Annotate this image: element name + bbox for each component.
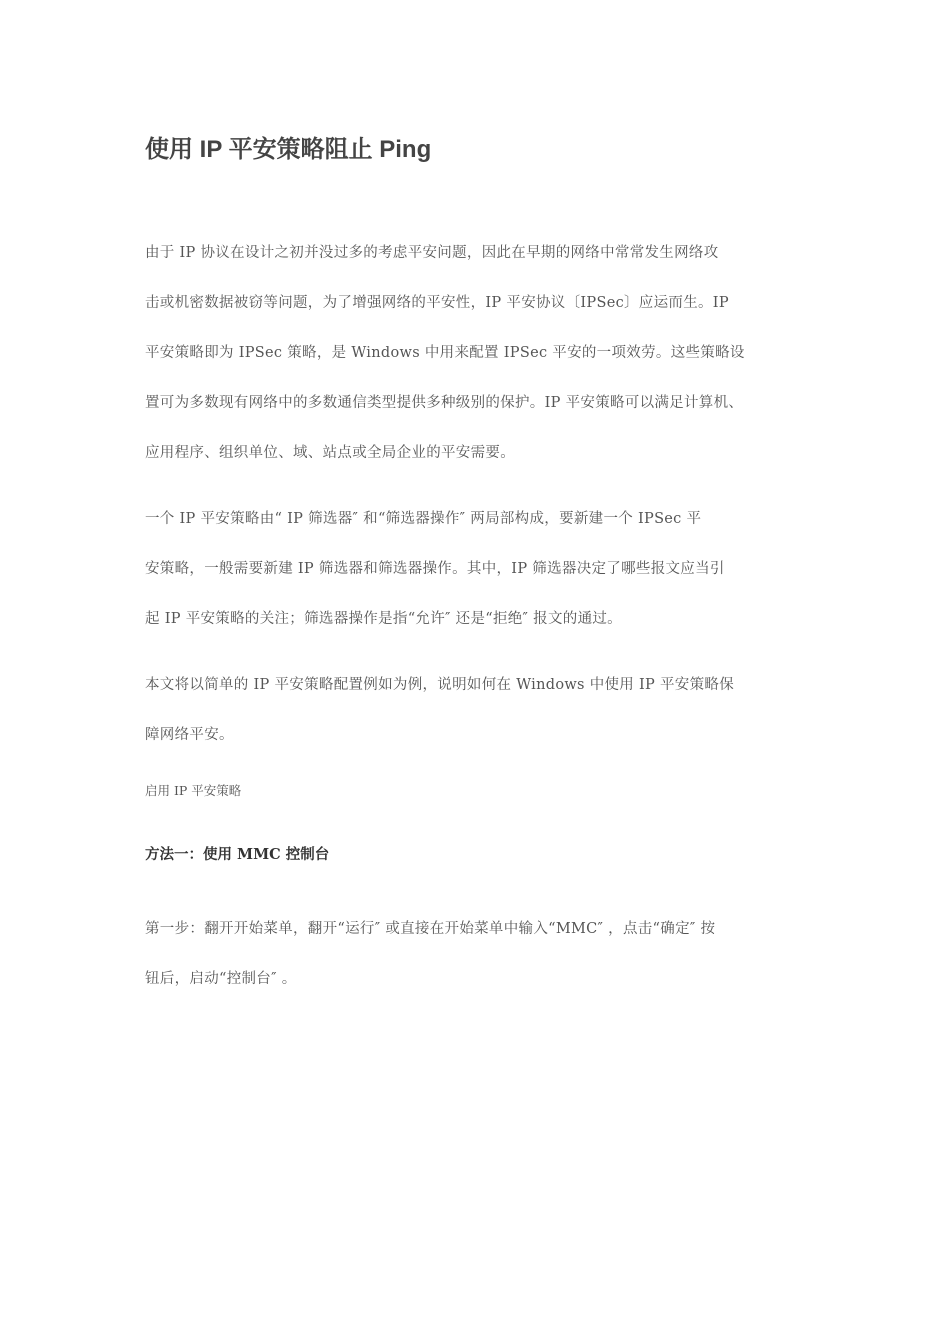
document-title: 使用 IP 平安策略阻止 Ping bbox=[145, 136, 432, 163]
paragraph-line: 一个 IP 平安策略由“ IP 筛选器″ 和“筛选器操作″ 两局部构成，要新建一个 IPSec 平 bbox=[145, 511, 702, 527]
paragraph-line: 起 IP 平安策略的关注；筛选器操作是指“允许″ 还是“拒绝″ 报文的通过。 bbox=[145, 611, 622, 627]
method-heading: 方法一：使用 MMC 控制台 bbox=[145, 846, 330, 863]
step-one-paragraph bbox=[145, 904, 815, 1004]
paragraph-line: 第一步：翻开开始菜单，翻开“运行″ 或直接在开始菜单中输入“MMC″ ，点击“确定″ 按 bbox=[145, 921, 716, 937]
paragraph-line: 置可为多数现有网络中的多数通信类型提供多种级别的保护。IP 平安策略可以满足计算机、 bbox=[145, 395, 744, 411]
paragraph-line: 由于 IP 协议在设计之初并没过多的考虑平安问题，因此在早期的网络中常常发生网络攻 bbox=[145, 245, 719, 261]
purpose-paragraph bbox=[145, 660, 815, 760]
document-body bbox=[145, 128, 815, 1020]
paragraph-line: 击或机密数据被窃等问题，为了增强网络的平安性，IP 平安协议〔IPSec〕应运而生。IP bbox=[145, 295, 729, 311]
paragraph-line: 钮后，启动“控制台″ 。 bbox=[145, 971, 297, 987]
paragraph-line: 平安策略即为 IPSec 策略，是 Windows 中用来配置 IPSec 平安的一项效劳。这些策略设 bbox=[145, 345, 745, 361]
paragraph-line: 障网络平安。 bbox=[145, 727, 234, 743]
paragraph-line: 本文将以简单的 IP 平安策略配置例如为例，说明如何在 Windows 中使用 IP 平安策略保 bbox=[145, 677, 735, 693]
section-heading: 启用 IP 平安策略 bbox=[145, 783, 242, 798]
paragraph-line: 安策略，一般需要新建 IP 筛选器和筛选器操作。其中，IP 筛选器决定了哪些报文应当引 bbox=[145, 561, 725, 577]
paragraph-line: 应用程序、组织单位、域、站点或全局企业的平安需要。 bbox=[145, 445, 515, 461]
intro-paragraph bbox=[145, 228, 815, 478]
policy-structure-paragraph bbox=[145, 494, 815, 644]
